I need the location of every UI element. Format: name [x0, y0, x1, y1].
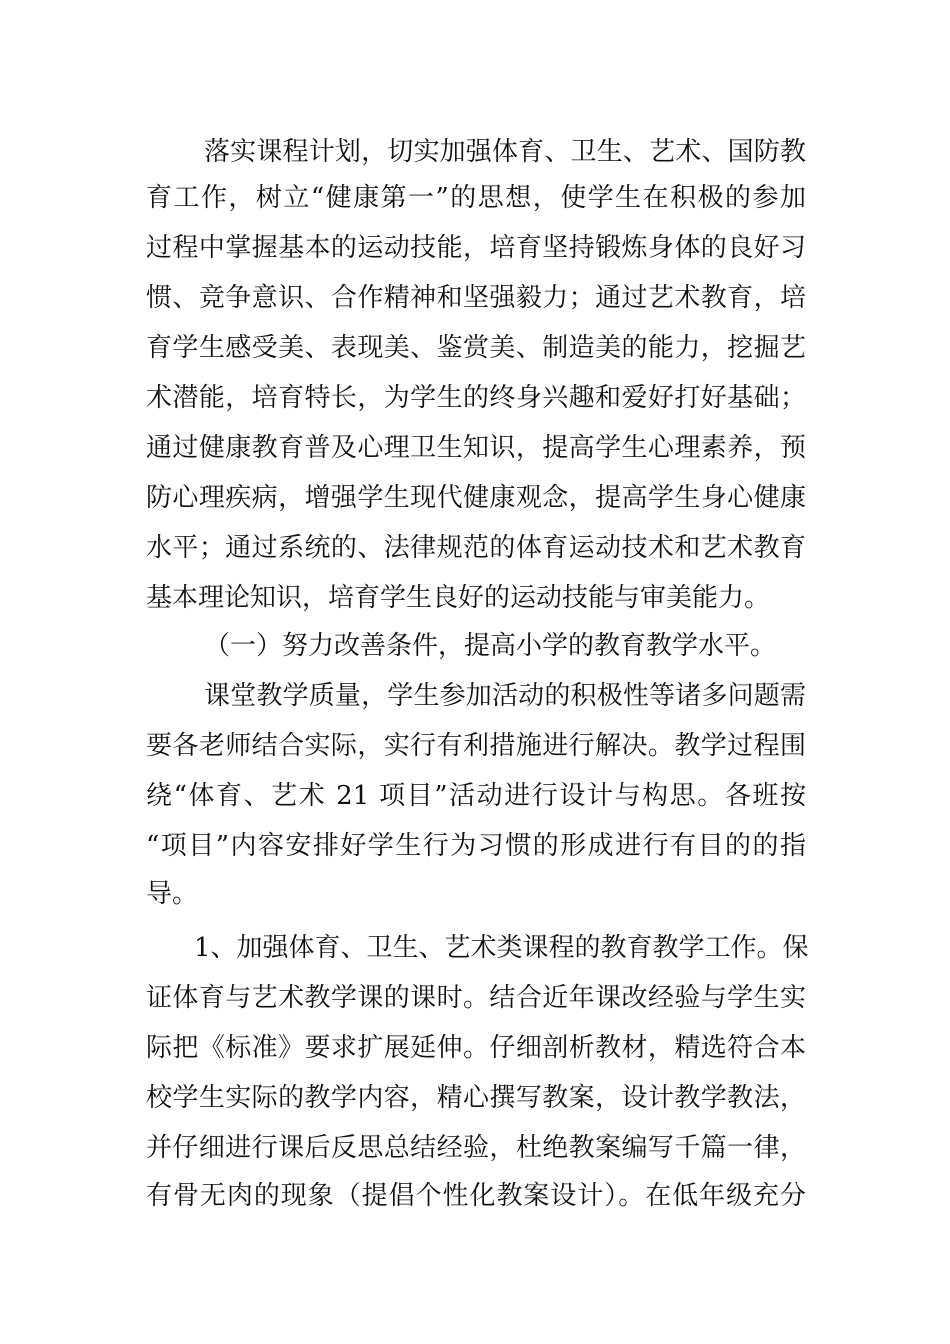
paragraph-3-line: 有骨无肉的现象（提倡个性化教案设计）。在低年级充分: [146, 1181, 806, 1211]
paragraph-2-line: 课堂教学质量，学生参加活动的积极性等诸多问题需: [204, 681, 806, 711]
paragraph-1-line: 防心理疾病，增强学生现代健康观念，提高学生身心健康: [146, 483, 806, 513]
paragraph-1-line: 过程中掌握基本的运动技能，培育坚持锻炼身体的良好习: [146, 233, 806, 263]
paragraph-3-line: 并仔细进行课后反思总结经验，杜绝教案编写千篇一律，: [146, 1133, 806, 1163]
paragraph-3-line: 际把《标准》要求扩展延伸。仔细剖析教材，精选符合本: [146, 1033, 806, 1063]
section-heading: （一）努力改善条件，提高小学的教育教学水平。: [204, 631, 777, 661]
paragraph-2-line: 要各老师结合实际，实行有利措施进行解决。教学过程围: [146, 731, 806, 761]
paragraph-1-line: 术潜能，培育特长，为学生的终身兴趣和爱好打好基础；: [146, 383, 806, 413]
paragraph-1-line: 通过健康教育普及心理卫生知识，提高学生心理素养，预: [146, 433, 806, 463]
paragraph-2-line: 导。: [146, 879, 199, 909]
paragraph-1-line: 惯、竞争意识、合作精神和坚强毅力；通过艺术教育，培: [146, 283, 806, 313]
paragraph-1-line: 育工作，树立“健康第一”的思想，使学生在积极的参加: [146, 183, 806, 213]
paragraph-3-line: 1、加强体育、卫生、艺术类课程的教育教学工作。保: [194, 933, 809, 963]
paragraph-1-line: 育学生感受美、表现美、鉴赏美、制造美的能力，挖掘艺: [146, 333, 806, 363]
paragraph-2-line: “项目”内容安排好学生行为习惯的形成进行有目的的指: [146, 831, 806, 861]
paragraph-1-line: 落实课程计划，切实加强体育、卫生、艺术、国防教: [204, 137, 806, 167]
paragraph-3-line: 证体育与艺术教学课的课时。结合近年课改经验与学生实: [146, 983, 806, 1013]
paragraph-3-line: 校学生实际的教学内容，精心撰写教案，设计教学教法，: [146, 1083, 806, 1113]
paragraph-2-line: 绕“体育、艺术 21 项目”活动进行设计与构思。各班按: [146, 781, 806, 811]
paragraph-1-line: 基本理论知识，培育学生良好的运动技能与审美能力。: [146, 583, 771, 613]
paragraph-1-line: 水平；通过系统的、法律规范的体育运动技术和艺术教育: [146, 533, 806, 563]
